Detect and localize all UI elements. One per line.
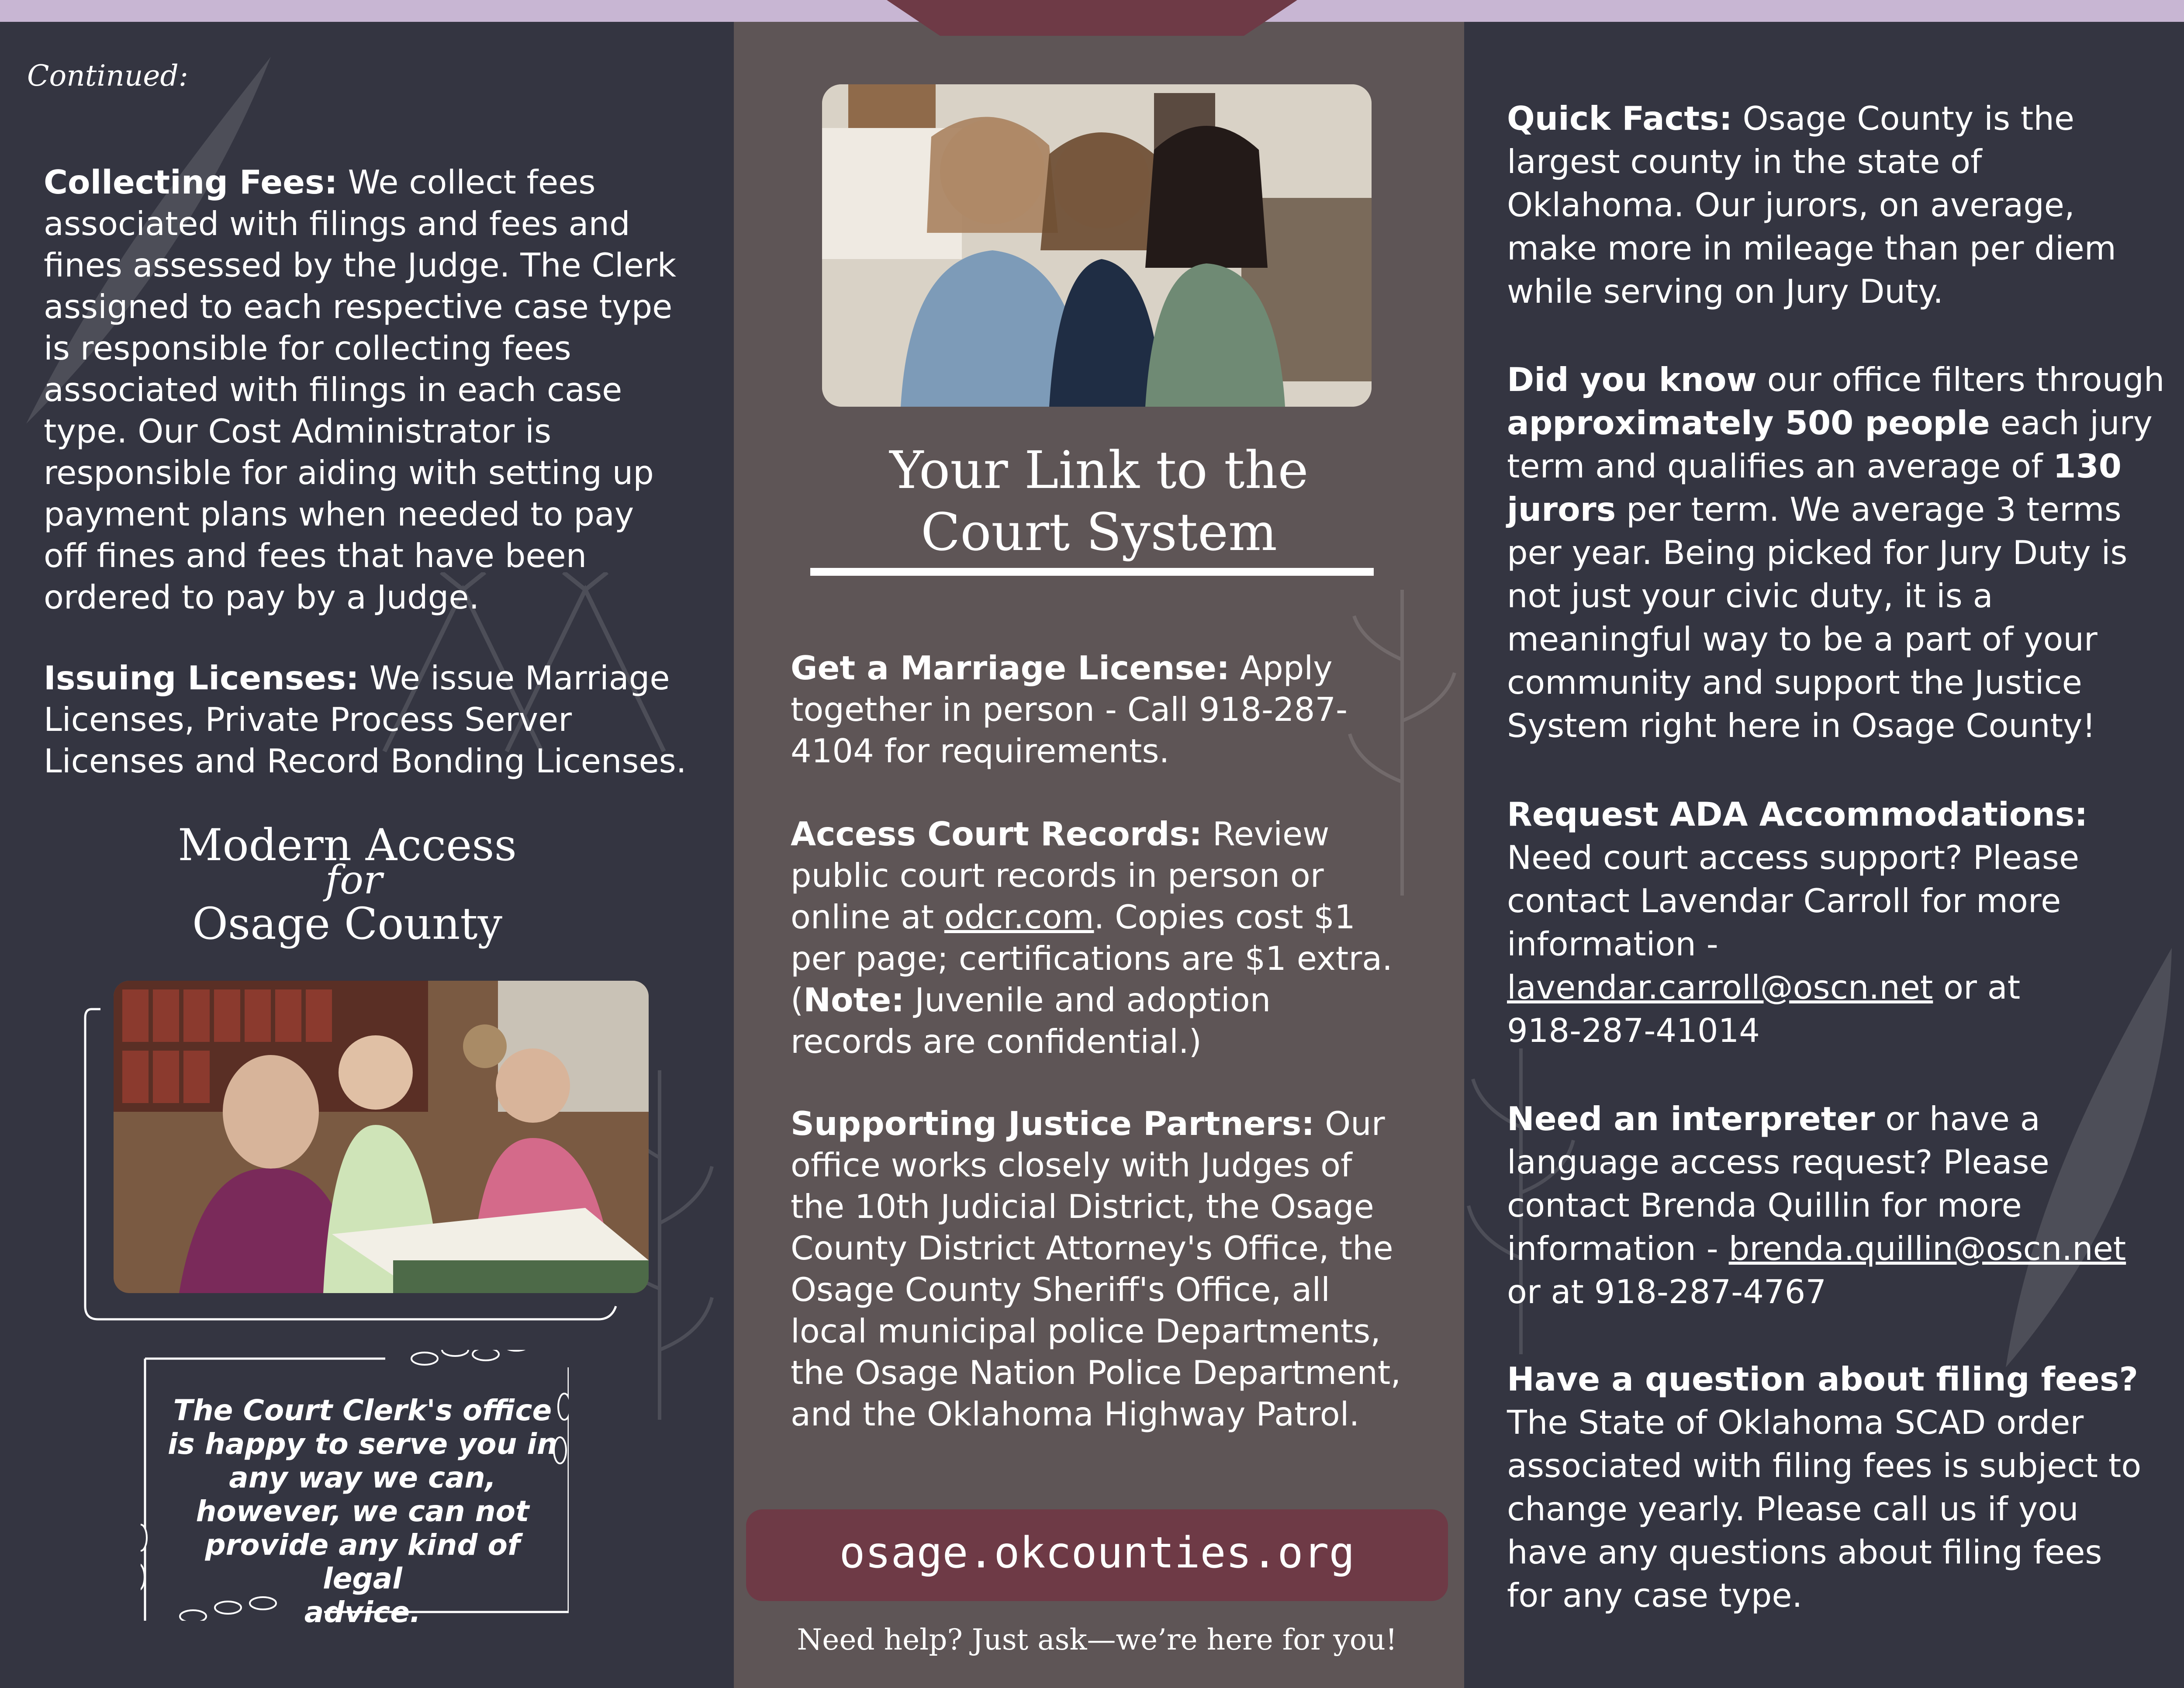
marriage-license-heading: Get a Marriage License: (791, 649, 1230, 687)
modern-access-for: for (325, 857, 383, 903)
odcr-link[interactable]: odcr.com (944, 898, 1094, 936)
issuing-licenses-heading: Issuing Licenses: (44, 659, 359, 697)
issuing-licenses-section: Issuing Licenses: We issue Marriage Licenses, Private Process Server Licenses and Record Bonding Licenses. (44, 659, 687, 780)
justice-partners-heading: Supporting Justice Partners: (791, 1104, 1315, 1143)
did-you-know-section: Did you know our office filters through approximately 500 people each jury term and qualifies an average of 130 jurors per term. We average 3 terms per year. Being picked for Jury Duty is not just your civic duty, it is a meaningful way to be a part of your community and support the Justice System right here in Osage County! (1507, 360, 2165, 745)
continued-label: Continued: (27, 59, 188, 93)
interpreter-section: Need an interpreter or have a language access request? Please contact Brenda Quillin for more information - brenda.quillin@oscn.net or at 918-287-4767 (1507, 1100, 2126, 1311)
filing-fees-heading: Have a question about filing fees? (1507, 1360, 2139, 1398)
ada-heading: Request ADA Accommodations: (1507, 795, 2088, 834)
legal-advice-notice: The Court Clerk's office is happy to serve you in any way we can, however, we can not provide any kind of legal advice. (167, 1394, 558, 1629)
clerks-reading-photo (114, 981, 649, 1293)
title-underline (810, 568, 1374, 576)
ada-phone: 918-287-41014 (1507, 1011, 1760, 1050)
justice-partners-section: Supporting Justice Partners: Our office works closely with Judges of the 10th Judicial District, the Osage County District Attorney's Office, the Osage County Sheriff's Office, all local municipal police Departments, the Osage Nation Police Department, and the Oklahoma Highway Patrol. (791, 1104, 1401, 1433)
quick-facts-heading: Quick Facts: (1507, 99, 1732, 138)
collecting-fees-heading: Collecting Fees: (44, 163, 338, 201)
ada-section: Request ADA Accommodations: Need court access support? Please contact Lavendar Carroll for more information - lavendar.carroll@oscn.net or at 918-287-41014 (1507, 795, 2088, 1050)
panel-title: Your Link to the Court System (889, 440, 1309, 562)
top-notch (887, 0, 1297, 36)
court-records-section: Access Court Records: Review public court records in person or online at odcr.com. Copies cost $1 per page; certifications are $1 extra. (Note: Juvenile and adoption records are confidential.) (791, 815, 1393, 1061)
modern-access-title: Modern Access (178, 820, 517, 871)
quick-facts-section: Quick Facts: Osage County is the largest county in the state of Oklahoma. Our jurors, on average, make more in mileage than per diem while serving on Jury Duty. (1507, 99, 2116, 311)
modern-access-county: Osage County (192, 898, 503, 949)
ada-email-link[interactable]: lavendar.carroll@oscn.net (1507, 968, 1933, 1007)
court-records-heading: Access Court Records: (791, 815, 1203, 853)
help-tagline: Need help? Just ask—we’re here for you! (797, 1623, 1397, 1657)
collecting-fees-section: Collecting Fees: We collect fees associated with filings and fees and fines assessed by the Judge. The Clerk assigned to each respective case type is responsible for collecting fees associated with filings in each case type. Our Cost Administrator is responsible for aiding with setting up payment plans when needed to pay off fines and fees that have been ordered to pay by a Judge. (44, 163, 677, 616)
interpreter-email-link[interactable]: brenda.quillin@oscn.net (1728, 1229, 2126, 1268)
clerk-staff-photo (822, 84, 1372, 407)
interpreter-heading: Need an interpreter (1507, 1100, 1875, 1138)
marriage-license-section: Get a Marriage License: Apply together in person - Call 918-287- 4104 for requirements. (791, 649, 1348, 770)
website-link[interactable]: osage.okcounties.org (839, 1528, 1355, 1578)
did-you-know-heading: Did you know (1507, 360, 1757, 399)
filing-fees-section: Have a question about filing fees? The State of Oklahoma SCAD order associated with filing fees is subject to change yearly. Please call us if you have any questions about filing fees for any case type. (1507, 1360, 2142, 1615)
